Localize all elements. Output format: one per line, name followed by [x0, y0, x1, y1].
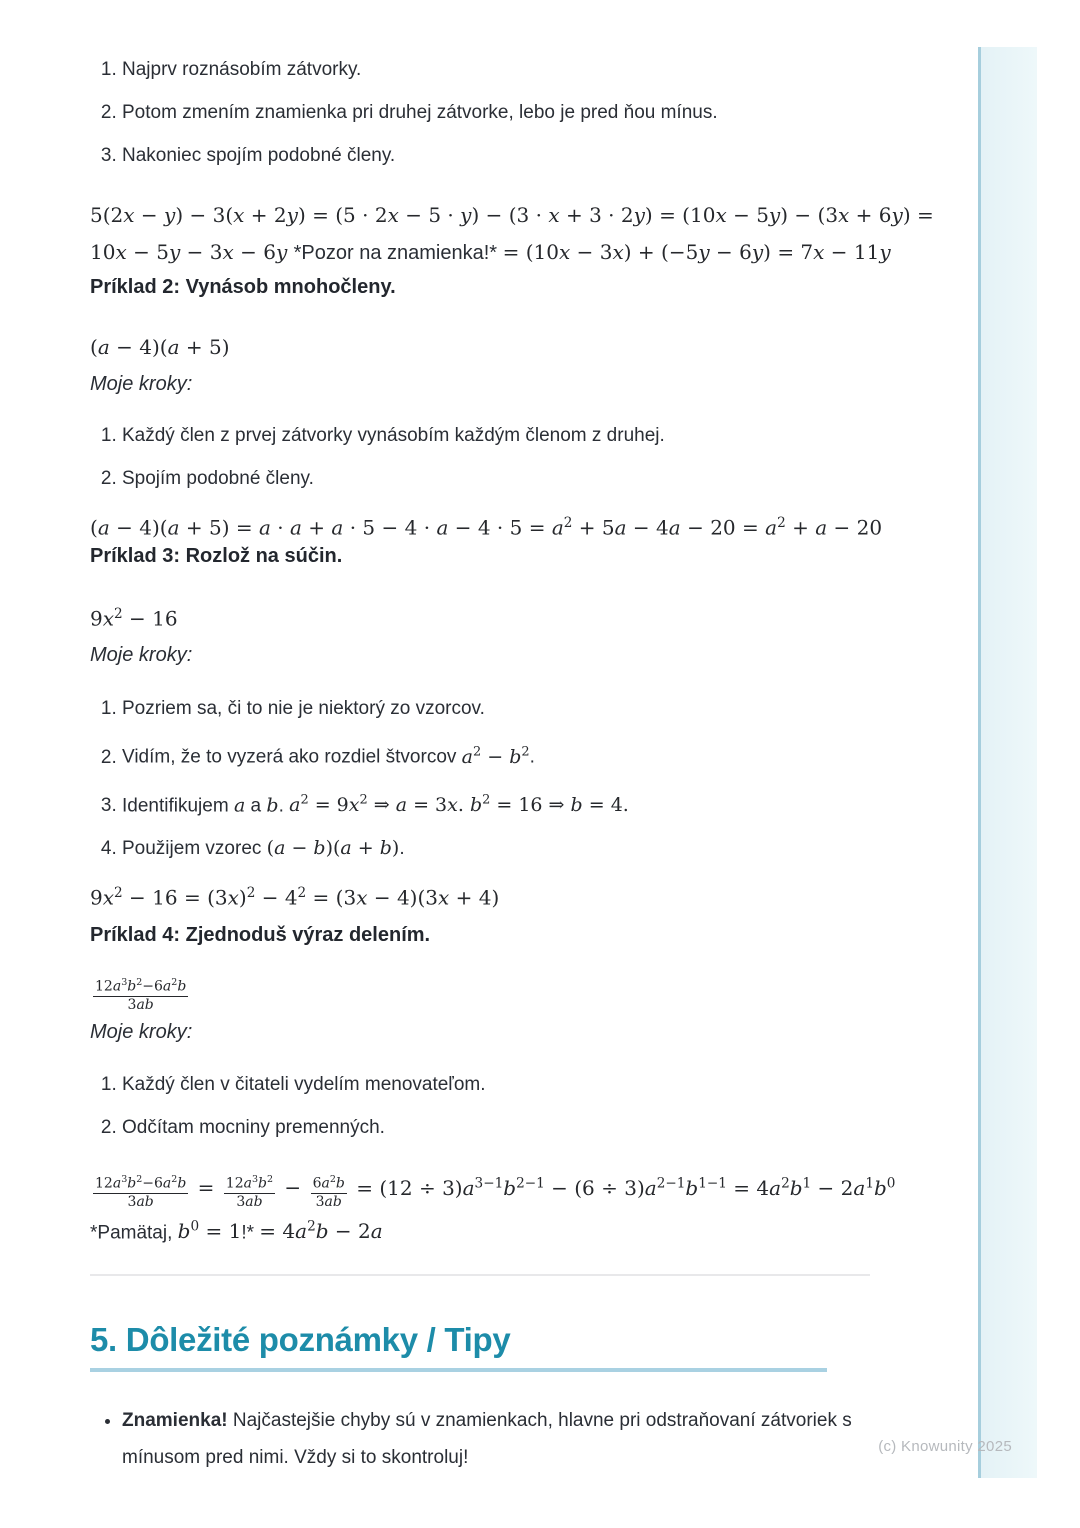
list-item: 1. Najprv roznásobím zátvorky.: [122, 58, 870, 81]
list-item: 4. Použijem vzorec (a − b)(a + b).: [122, 837, 870, 860]
example2-heading: Príklad 2: Vynásob mnohočleny.: [90, 276, 396, 298]
section5-heading: 5. Dôležité poznámky / Tipy: [90, 1321, 511, 1359]
example2-solution: $(a - 4)(a + 5) = a \cdot a + a \cdot 5 - 4 \cdot a - 4 \cdot 5 = a^2 + 5a - 4a - 20 = a^2 + a - 20$: [90, 515, 883, 540]
example4-heading: Príklad 4: Zjednoduš výraz delením.: [90, 923, 431, 946]
example4-solution: $\frac{12a^3b^2-6a^2b}{3ab}$ = $\frac{12a^3b^2}{3ab}$ − $\frac{6a^2b}{3ab}$ = $(12 \div 3)a^{3-1}b^{2-1} - (6 \div 3)a^{2-1}b^{1-1} = 4a^2b^1 - 2a^1b^0$: [95, 1173, 896, 1210]
list-item: 2. Vidím, že to vyzerá ako rozdiel štvorcov $a^2 - b^2$.: [122, 740, 870, 768]
example1-derivation-line2: 10x − 5y − 3x − 6y *Pozor na znamienka!* = (10x − 3x) + (−5y − 6y) = 7x − 11y: [90, 240, 891, 264]
list-item: 3. Nakoniec spojím podobné členy.: [122, 144, 870, 167]
example3-steps-label: Moje kroky:: [90, 644, 193, 667]
example3-steps-list: [90, 697, 870, 860]
fraction: $\frac{12a^3b^2}{3ab}$: [225, 1173, 274, 1210]
list-item: 2. Potom zmením znamienka pri druhej zátvorke, lebo je pred ňou mínus.: [122, 101, 870, 124]
example3-heading: Príklad 3: Rozlož na súčin.: [90, 544, 343, 567]
example4-expression: [90, 971, 870, 1013]
content: [90, 50, 934, 1476]
watermark: (c) Knowunity 2025: [878, 1438, 1012, 1455]
example1-derivation-line1: 5(2x − y) − 3(x + 2y) = (5 · 2x − 5 · y) − (3 · x + 3 · 2y) = (10x − 5y) − (3x + 6y) =: [90, 203, 934, 227]
example2-steps-list: [90, 424, 870, 490]
list-item: 2. Odčítam mocniny premenných.: [122, 1116, 870, 1139]
right-sidebar-strip: [978, 47, 1037, 1478]
list-item: 1. Pozriem sa, či to nie je niektorý zo vzorcov.: [122, 697, 870, 720]
list-item: • Znamienka! Najčastejšie chyby sú v znamienkach, hlavne pri odstraňovaní zátvoriek s mínusom pred nimi. Vždy si to skontroluj!: [122, 1402, 867, 1476]
list-item: 2. Spojím podobné členy.: [122, 467, 870, 490]
notes-list: [90, 1402, 870, 1476]
fraction: $\frac{12a^3b^2-6a^2b}{3ab}$: [95, 1173, 187, 1210]
fraction: $\frac{6a^2b}{3ab}$: [312, 1173, 345, 1210]
example3-solution: $9x^2 - 16 = (3x)^2 - 4^2 = (3x - 4)(3x + 4)$: [90, 884, 500, 910]
example4-steps-label: Moje kroky:: [90, 1021, 193, 1044]
list-item: 1. Každý člen v čitateli vydelím menovateľom.: [122, 1073, 870, 1096]
intro-steps-list: [90, 58, 870, 167]
example2-expression: (a − 4)(a + 5): [90, 335, 230, 359]
section-heading-underline: [90, 1368, 827, 1372]
example4-note: *Pamätaj, $b^0 = 1!* = 4a^2b - 2a$: [90, 1218, 383, 1244]
example2-steps-label: Moje kroky:: [90, 373, 193, 395]
divider: [90, 1274, 870, 1276]
example4-steps-list: [90, 1073, 870, 1139]
list-item: 3. Identifikujem a a b. $a^2 = 9x^2$ ⇒ a = 3x. $b^2 = 16$ ⇒ b = 4.: [122, 789, 870, 817]
example3-expression: $9x^2 - 16$: [90, 605, 178, 631]
fraction: $\frac{12a^3b^2-6a^2b}{3ab}$: [95, 976, 187, 1013]
list-item: 1. Každý člen z prvej zátvorky vynásobím každým členom z druhej.: [122, 424, 870, 447]
